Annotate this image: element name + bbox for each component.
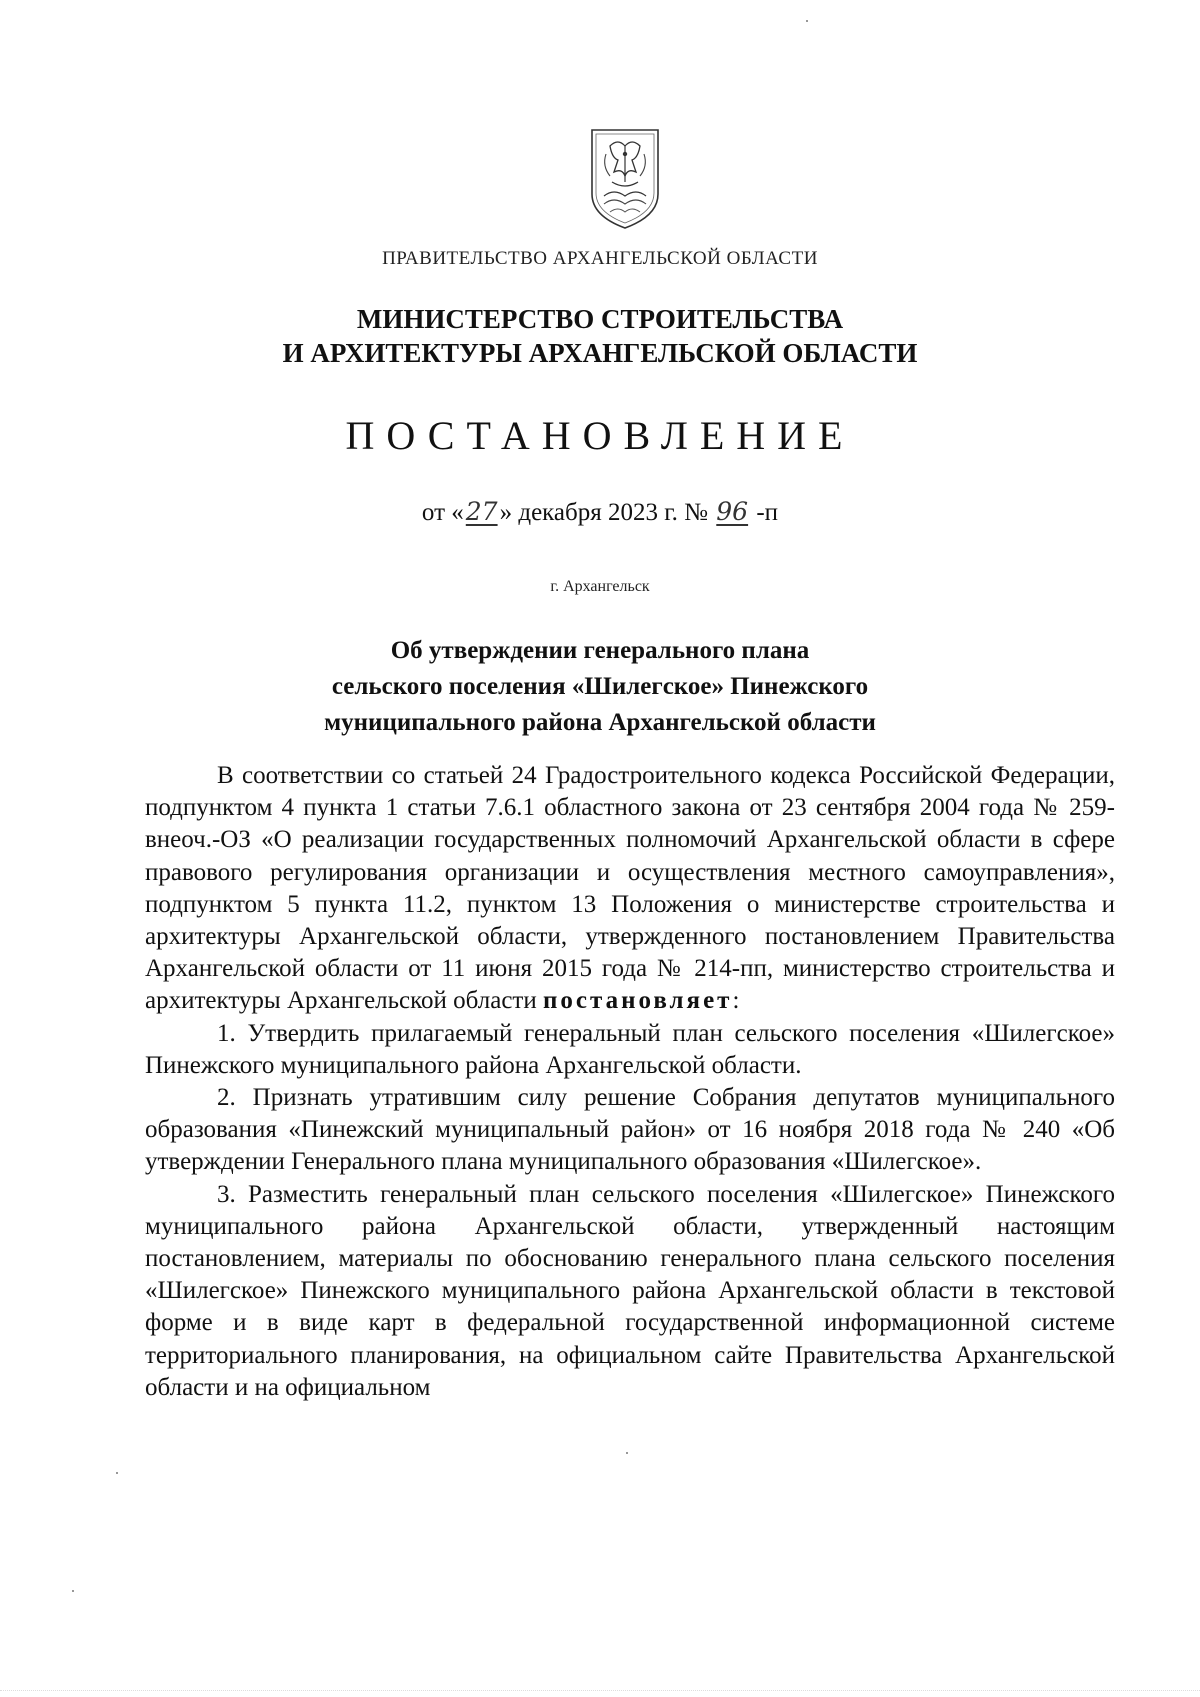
city-name: г. Архангельск <box>550 578 650 595</box>
number-suffix: -п <box>756 499 779 526</box>
handwritten-number: 96 <box>716 497 749 526</box>
ministry-line-2: И АРХИТЕКТУРЫ АРХАНГЕЛЬСКОЙ ОБЛАСТИ <box>282 338 918 368</box>
decree-word: постановляет <box>542 987 733 1015</box>
scan-speck <box>806 20 808 22</box>
scan-speck <box>116 1472 118 1474</box>
scan-speck <box>626 1452 628 1454</box>
date-prefix: от « <box>421 499 464 526</box>
document-type: ПОСТАНОВЛЕНИЕ <box>345 413 855 458</box>
government-name: ПРАВИТЕЛЬСТВО АРХАНГЕЛЬСКОЙ ОБЛАСТИ <box>382 248 818 269</box>
preamble-paragraph <box>145 760 1115 1018</box>
handwritten-day: 27 <box>465 497 498 526</box>
document-body <box>145 760 1115 1404</box>
title-line-2: сельского поселения «Шилегское» Пинежского <box>331 673 869 700</box>
item-2-paragraph: 2. Признать утратившим силу решение Собрания депутатов муниципального образования «Пинежский муниципальный район» от 16 ноября 2018 года № 240 «Об утверждении Генерального плана муниципального образования «Шилегское». <box>145 1084 1115 1176</box>
scan-speck <box>72 1590 74 1592</box>
title-line-3: муниципального района Архангельской области <box>324 709 876 736</box>
item-1-paragraph: 1. Утвердить прилагаемый генеральный план сельского поселения «Шилегское» Пинежского муниципального района Архангельской области. <box>145 1019 1115 1079</box>
decree-colon: : <box>732 987 740 1015</box>
scan-bottom-edge <box>0 1690 1200 1692</box>
preamble-text: В соответствии со статьей 24 Градостроительного кодекса Российской Федерации, подпунктом 4 пункта 1 статьи 7.6.1 областного закона от 23 сентября 2004 года № 259-внеоч.-ОЗ «О реализации государственных полномочий Архангельской области в сфере правового регулирования организации и осуществления местного самоуправления», подпунктом 5 пункта 11.2, пунктом 13 Положения о министерстве строительства и архитектуры Архангельской области, утвержденного постановлением Правительства Архангельской области от 11 июня 2015 года № 214-пп, министерство строительства и архитектуры Архангельской области <box>145 762 1115 1015</box>
date-middle: » декабря 2023 г. № <box>499 499 709 526</box>
title-line-1: Об утверждении генерального плана <box>390 637 810 664</box>
ministry-name <box>0 302 1200 370</box>
ministry-line-1: МИНИСТЕРСТВО СТРОИТЕЛЬСТВА <box>356 304 844 334</box>
document-title <box>0 633 1200 741</box>
coat-of-arms-icon <box>588 124 662 234</box>
item-3-paragraph: 3. Разместить генеральный план сельского поселения «Шилегское» Пинежского муниципального района Архангельской области, утвержденный настоящим постановлением, материалы по обоснованию генерального плана сельского поселения «Шилегское» Пинежского муниципального района Архангельской области в текстовой форме и в виде карт в федеральной государственной информационной системе территориального планирования, на официальном сайте Правительства Архангельской области и на официальном <box>145 1180 1115 1401</box>
date-number-line <box>0 497 1200 527</box>
